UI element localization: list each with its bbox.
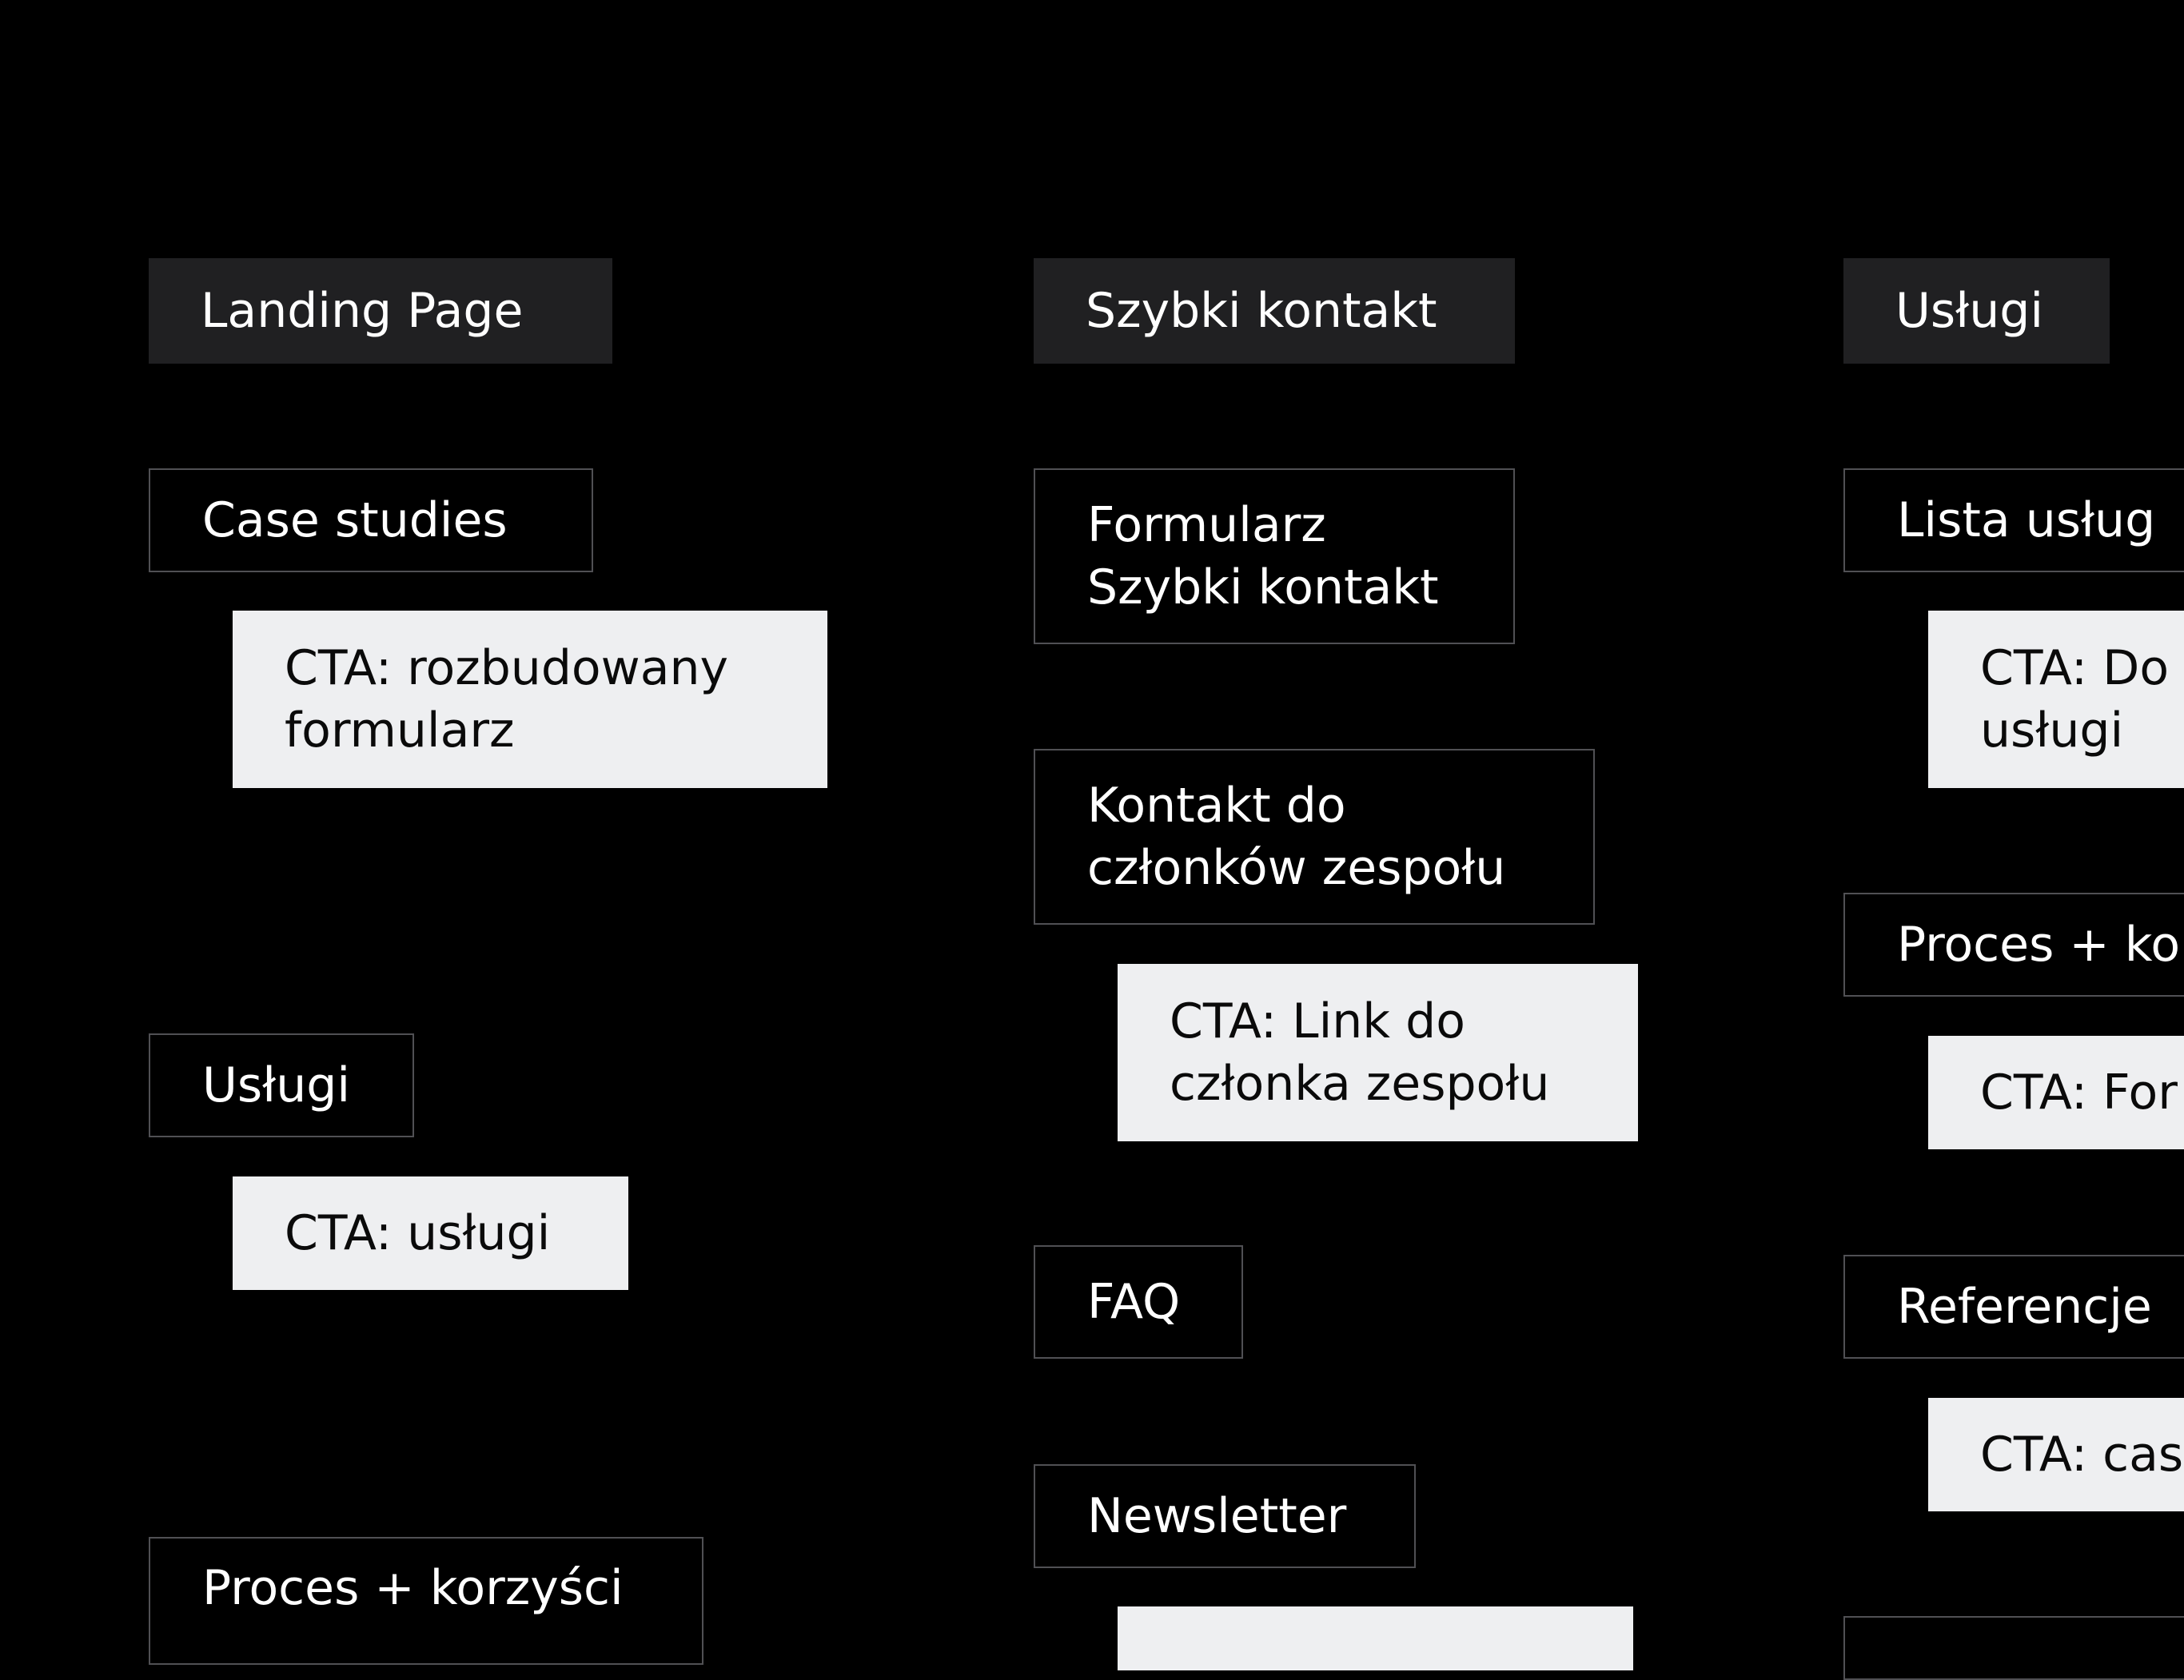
cta-uslugi: CTA: usługi xyxy=(233,1176,628,1290)
cta-formularz: CTA: For xyxy=(1928,1036,2184,1149)
section-newsletter: Newsletter xyxy=(1034,1464,1416,1568)
cta-newsletter xyxy=(1118,1606,1633,1670)
section-proces-korzysci: Proces + korzyści xyxy=(149,1537,703,1665)
column-header-landing-page: Landing Page xyxy=(149,258,612,364)
section-referencje: Referencje xyxy=(1843,1255,2184,1359)
section-kontakt-do-czlonkow-zespolu: Kontakt do członków zespołu xyxy=(1034,749,1595,925)
section-proces-korzysci: Proces + ko xyxy=(1843,893,2184,997)
section-faq: FAQ xyxy=(1034,1245,1243,1359)
cta-link-do-czlonka-zespolu: CTA: Link do członka zespołu xyxy=(1118,964,1638,1141)
column-header-uslugi: Usługi xyxy=(1843,258,2110,364)
column-header-szybki-kontakt: Szybki kontakt xyxy=(1034,258,1515,364)
cta-case-studies: CTA: cas xyxy=(1928,1398,2184,1511)
section-case-studies: Case studies xyxy=(149,468,593,572)
cta-do-uslugi: CTA: Do usługi xyxy=(1928,611,2184,788)
section-next xyxy=(1843,1616,2184,1680)
cta-rozbudowany-formularz: CTA: rozbudowany formularz xyxy=(233,611,827,788)
section-lista-uslug: Lista usług xyxy=(1843,468,2184,572)
section-formularz-szybki-kontakt: Formularz Szybki kontakt xyxy=(1034,468,1515,644)
section-uslugi: Usługi xyxy=(149,1033,414,1137)
